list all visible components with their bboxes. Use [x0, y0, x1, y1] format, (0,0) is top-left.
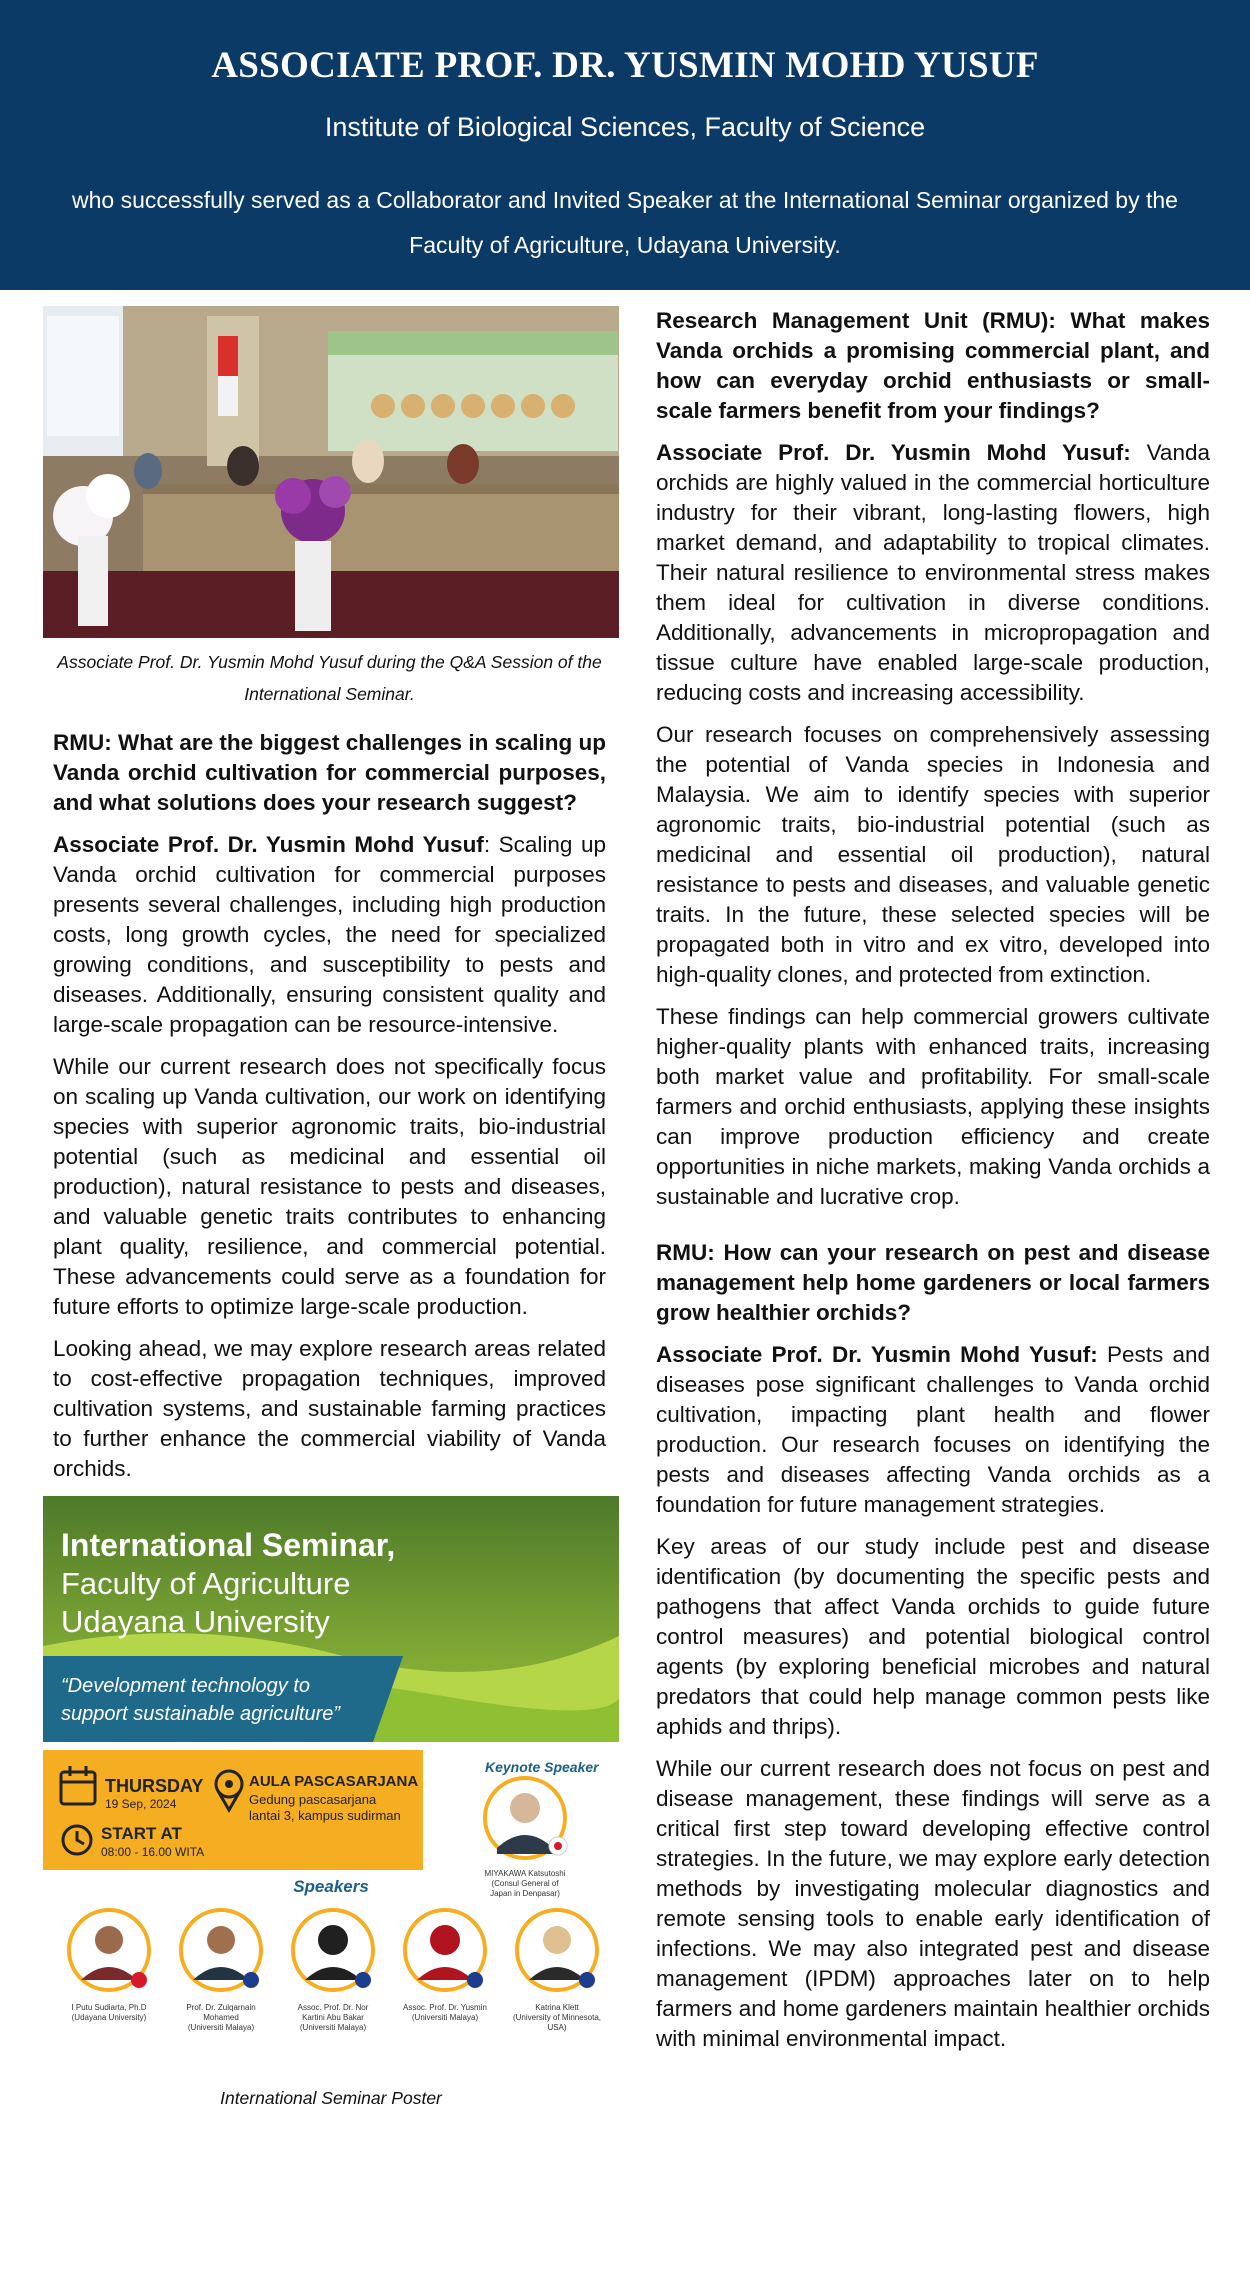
speaker-5-line-1: Katrina Klett — [535, 2003, 579, 2012]
description-line: who successfully served as a Collaborator and Invited Speaker at the International Seminar organized by the Faculty of Agriculture, Udayana University. — [72, 187, 1178, 258]
left-paragraph-3: Looking ahead, we may explore research areas related to cost-effective propagation techniques, improved cultivation systems, and sustainable farming practices to further enhance the commercial viability of Vanda orchids. — [53, 1336, 606, 1481]
speaker-4-line-2: (Universiti Malaya) — [411, 2013, 479, 2022]
speaker-1-line-2: (Udayana University) — [71, 2013, 147, 2022]
speaker-avatar-2 — [181, 1910, 261, 1990]
right-answer-1-speaker: Associate Prof. Dr. Yusmin Mohd Yusuf: — [656, 440, 1131, 465]
speaker-5-line-2: (University of Minnesota, — [512, 2013, 602, 2022]
speaker-2-line-1: Prof. Dr. Zulqarnain — [186, 2003, 256, 2012]
right-paragraph-6: While our current research does not focus on pest and disease management, these findings will serve as a critical first step toward developing effective control strategies. In the future, we may explore early detection methods by investigating molecular diagnostics and remote sensing tools to enable early identification of infections. We may also integrated pest and disease management (IPDM) approaches later on to help farmers and home gardeners maintain healthier orchids with minimal environmental impact. — [656, 1756, 1210, 2051]
speaker-3-line-2: Kartini Abu Bakar — [302, 2013, 364, 2022]
poster-title-1: International Seminar, — [61, 1527, 396, 1563]
right-column — [656, 306, 1210, 2066]
poster-date: 19 Sep, 2024 — [105, 1797, 177, 1811]
left-question-1: RMU: What are the biggest challenges in scaling up Vanda orchid cultivation for commercial purposes, and what solutions does your research suggest? — [53, 730, 606, 815]
poster-venue-3: lantai 3, kampus sudirman — [249, 1808, 401, 1823]
header-banner — [0, 0, 1250, 290]
poster-keynote-role-1: (Consul General of — [491, 1879, 559, 1888]
poster-day: THURSDAY — [105, 1776, 204, 1796]
speaker-avatar-3 — [293, 1910, 373, 1990]
right-answer-1-text: Vanda orchids are highly valued in the commercial horticulture industry for their vibrant, long-lasting flowers, high market demand, and adaptability to tropical climates. Their natural resilience to environmental stress makes them ideal for cultivation in diverse conditions. Additionally, advancements in micropropagation and tissue culture have enabled large-scale production, reducing costs and increasing accessibility. — [656, 440, 1210, 705]
poster-title-2: Faculty of Agriculture — [61, 1566, 351, 1601]
photo-caption: Associate Prof. Dr. Yusmin Mohd Yusuf during the Q&A Session of the International Seminar. — [57, 652, 602, 704]
seminar-photo — [43, 306, 619, 638]
right-paragraph-5: Key areas of our study include pest and disease identification (by documenting the specific pests and pathogens that affect Vanda orchids to guide future control measures) and potential biological control agents (by exploring beneficial microbes and natural predators that could help manage common pests like aphids and thrips). — [656, 1534, 1210, 1739]
speaker-3-line-3: (Universiti Malaya) — [299, 2023, 367, 2032]
right-answer-2-speaker: Associate Prof. Dr. Yusmin Mohd Yusuf: — [656, 1342, 1098, 1367]
seminar-poster-graphic — [43, 1496, 619, 2080]
left-column — [53, 306, 606, 2109]
seminar-poster — [43, 1496, 619, 2080]
poster-keynote-role-2: Japan in Denpasar) — [490, 1889, 560, 1898]
poster-caption: International Seminar Poster — [220, 2088, 442, 2108]
left-answer-1 — [53, 830, 606, 1040]
right-paragraph-3: These findings can help commercial growers cultivate higher-quality plants with enhanced traits, increasing both market value and profitability. For small-scale farmers and orchid enthusiasts, applying these insights can improve production efficiency and create opportunities in niche markets, making Vanda orchids a sustainable and lucrative crop. — [656, 1004, 1210, 1209]
left-paragraph-2: While our current research does not specifically focus on scaling up Vanda cultivation, our work on identifying species with superior agronomic traits, bio-industrial potential (such as medicinal and essential oil production), natural resistance to pests and diseases, and valuable genetic traits contributes to enhancing plant quality, resilience, and commercial potential. These advancements could serve as a foundation for future efforts to optimize large-scale production. — [53, 1054, 606, 1319]
institute-line: Institute of Biological Sciences, Faculty of Science — [324, 112, 926, 142]
keynote-avatar — [485, 1778, 567, 1858]
poster-venue-2: Gedung pascasarjana — [249, 1792, 377, 1807]
poster-keynote-name: MIYAKAWA Katsutoshi — [484, 1869, 566, 1878]
seminar-photo-illustration — [43, 306, 619, 638]
poster-tagline-1: “Development technology to — [61, 1675, 311, 1697]
poster-venue: AULA PASCASARJANA — [249, 1773, 419, 1790]
right-answer-2 — [656, 1340, 1210, 1520]
speaker-avatar-5 — [517, 1910, 597, 1990]
left-answer-1-text: : Scaling up Vanda orchid cultivation for commercial purposes presents several challenges, including high production costs, long growth cycles, the need for specialized growing conditions, and susceptibility to pests and diseases. Additionally, ensuring consistent quality and large-scale propagation can be resource-intensive. — [53, 832, 606, 1037]
poster-title-3: Udayana University — [61, 1604, 330, 1639]
poster-speakers-label: Speakers — [293, 1877, 369, 1896]
speaker-avatar-4 — [405, 1910, 485, 1990]
poster-time: 08:00 - 16.00 WITA — [101, 1845, 205, 1859]
speaker-3-line-1: Assoc. Prof. Dr. Nor — [297, 2003, 369, 2012]
right-paragraph-2: Our research focuses on comprehensively assessing the potential of Vanda species in Indonesia and Malaysia. We aim to identify species with superior agronomic traits, bio-industrial potential (such as medicinal and essential oil production), natural resistance to pests and diseases, and valuable genetic traits. In the future, these selected species will be propagated both in vitro and ex vitro, developed into high-quality clones, and protected from extinction. — [656, 722, 1210, 987]
right-answer-2-text: Pests and diseases pose significant challenges to Vanda orchid cultivation, impacting plant health and flower production. Our research focuses on identifying the pests and diseases affecting Vanda orchids as a foundation for future management strategies. — [656, 1342, 1210, 1517]
honoree-name: ASSOCIATE PROF. DR. YUSMIN MOHD YUSUF — [211, 45, 1039, 86]
right-answer-1 — [656, 438, 1210, 708]
speaker-1-line-1: I Putu Sudiarta, Ph.D — [71, 2003, 147, 2012]
speaker-4-line-1: Assoc. Prof. Dr. Yusmin — [403, 2003, 487, 2012]
section-gap — [656, 1224, 1210, 1238]
right-question-2: RMU: How can your research on pest and disease management help home gardeners or local farmers grow healthier orchids? — [656, 1240, 1210, 1325]
poster-keynote-label: Keynote Speaker — [485, 1759, 599, 1775]
poster-start-label: START AT — [101, 1824, 182, 1843]
right-question-1: Research Management Unit (RMU): What makes Vanda orchids a promising commercial plant, and how can everyday orchid enthusiasts or small-scale farmers benefit from your findings? — [656, 308, 1210, 423]
poster-tagline-2: support sustainable agriculture” — [61, 1703, 341, 1725]
speaker-avatar-1 — [69, 1910, 149, 1990]
speaker-5-line-3: USA) — [547, 2023, 567, 2032]
speaker-2-line-3: (Universiti Malaya) — [187, 2023, 255, 2032]
speaker-2-line-2: Mohamed — [203, 2013, 239, 2022]
left-answer-1-speaker: Associate Prof. Dr. Yusmin Mohd Yusuf — [53, 832, 484, 857]
